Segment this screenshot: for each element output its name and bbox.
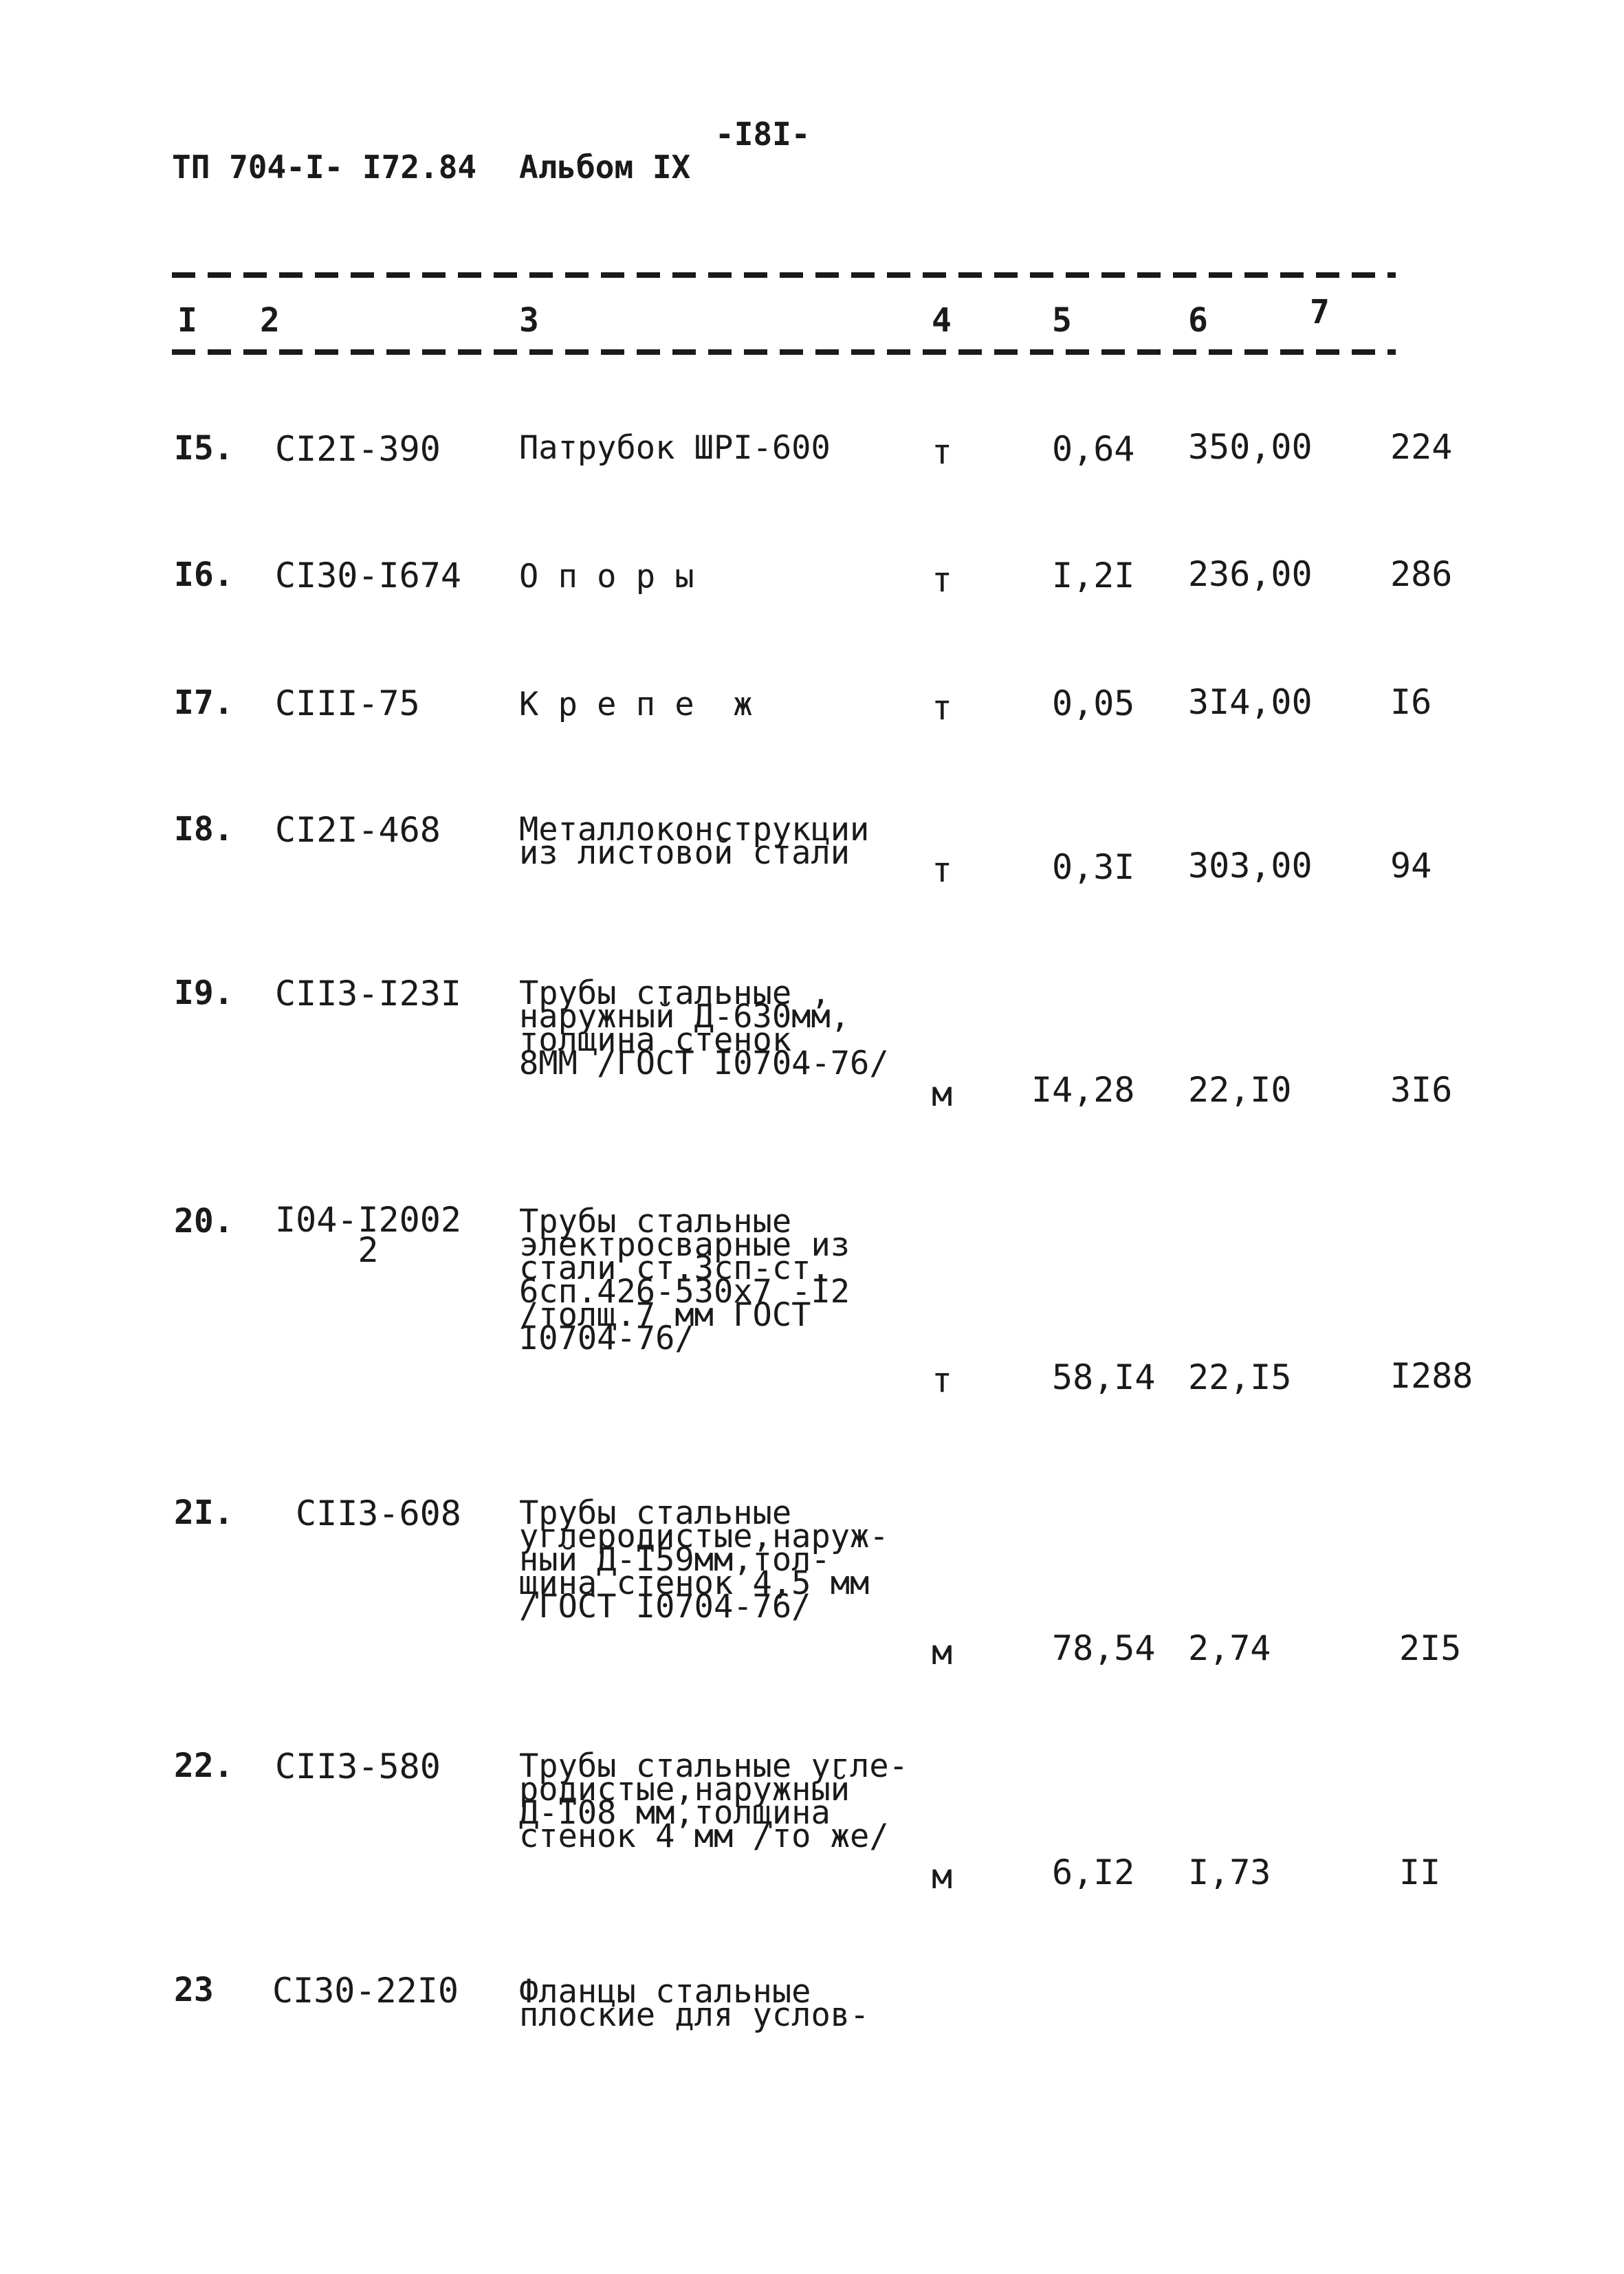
row-number: 2I. <box>174 1494 234 1532</box>
header-rule-top <box>172 272 1396 278</box>
row-number: 22. <box>174 1747 234 1785</box>
row-quantity: 78,54 <box>1052 1628 1156 1668</box>
row-price: 22,I0 <box>1188 1070 1292 1110</box>
row-price: 3I4,00 <box>1188 682 1313 722</box>
row-unit: т <box>932 432 953 472</box>
row-description: Трубы стальные углеродистые,наруж- ный Д-I59мм,тол- щина стенок 4,5 мм /ГОСТ I0704-76/ <box>519 1494 889 1626</box>
row-number: I5. <box>174 429 234 468</box>
row-total: 224 <box>1390 427 1453 467</box>
row-code: I04-I2002 2 <box>275 1200 461 1270</box>
row-total: II <box>1399 1852 1441 1892</box>
row-total: 286 <box>1390 554 1453 594</box>
row-description: К р е п е ж <box>519 686 753 723</box>
row-price: 303,00 <box>1188 846 1313 886</box>
album-label: Альбом IX <box>519 149 691 186</box>
row-unit: т <box>932 850 953 890</box>
row-unit: т <box>932 688 953 728</box>
row-price: 350,00 <box>1188 427 1313 467</box>
row-number: 23 <box>174 1971 214 2009</box>
row-quantity: 6,I2 <box>1052 1852 1135 1892</box>
row-quantity: 58,I4 <box>1052 1357 1156 1397</box>
row-quantity: 0,64 <box>1052 429 1135 469</box>
column-number-7: 7 <box>1310 293 1330 331</box>
row-code: CII3-580 <box>275 1747 441 1786</box>
row-description: Патрубок ШРI-600 <box>519 429 831 467</box>
row-code: CIII-75 <box>275 684 420 723</box>
row-price: 22,I5 <box>1188 1357 1292 1397</box>
column-number-6: 6 <box>1188 301 1208 340</box>
row-code: CII3-I23I <box>275 974 461 1014</box>
row-price: 236,00 <box>1188 554 1313 594</box>
row-unit: т <box>932 560 953 600</box>
row-price: I,73 <box>1188 1852 1271 1892</box>
column-number-5: 5 <box>1052 301 1072 340</box>
row-number: I8. <box>174 810 234 849</box>
header-rule-bottom <box>172 349 1396 355</box>
page-number: -I8I- <box>715 116 811 153</box>
row-unit: м <box>932 1074 953 1114</box>
document-code: ТП 704-I- I72.84 <box>172 149 477 186</box>
column-number-4: 4 <box>932 301 952 340</box>
row-unit: т <box>932 1360 953 1400</box>
row-quantity: I4,28 <box>1031 1070 1135 1110</box>
row-total: 2I5 <box>1399 1628 1462 1668</box>
row-code: CI30-22I0 <box>272 1971 459 2011</box>
row-number: I6. <box>174 556 234 594</box>
row-description: О п о р ы <box>519 558 694 595</box>
row-description: Трубы стальные , наружный Д-630мм, толщина стенок 8ММ /ГОСТ I0704-76/ <box>519 974 889 1082</box>
row-code: CI2I-390 <box>275 429 441 469</box>
column-number-1: I <box>177 301 197 340</box>
row-price: 2,74 <box>1188 1628 1271 1668</box>
column-number-3: 3 <box>519 301 539 340</box>
row-description: Фланцы стальные плоские для услов- <box>519 1973 870 2034</box>
column-number-2: 2 <box>260 301 280 340</box>
row-quantity: 0,05 <box>1052 684 1135 723</box>
row-total: 94 <box>1390 846 1432 886</box>
row-total: I288 <box>1390 1356 1473 1396</box>
row-quantity: I,2I <box>1052 556 1135 595</box>
row-number: 20. <box>174 1202 234 1240</box>
row-description: Трубы стальные электросварные из стали ст.3сп-ст. 6сп.426-530х7 -I2 /толщ.7 мм ГОСТ I0704-76/ <box>519 1203 851 1357</box>
row-total: 3I6 <box>1390 1070 1453 1110</box>
row-description: Металлоконструкции из листовой стали <box>519 811 870 872</box>
row-code: CI2I-468 <box>275 810 441 850</box>
row-number: I7. <box>174 684 234 722</box>
row-unit: м <box>932 1857 953 1896</box>
row-code: CII3-608 <box>296 1494 461 1533</box>
row-total: I6 <box>1390 682 1432 722</box>
row-quantity: 0,3I <box>1052 847 1135 887</box>
row-unit: м <box>932 1632 953 1672</box>
row-description: Трубы стальные угле- родистые,наружный Д-I08 мм,толщина стенок 4 мм /то же/ <box>519 1747 908 1855</box>
row-number: I9. <box>174 974 234 1012</box>
row-code: CI30-I674 <box>275 556 461 595</box>
